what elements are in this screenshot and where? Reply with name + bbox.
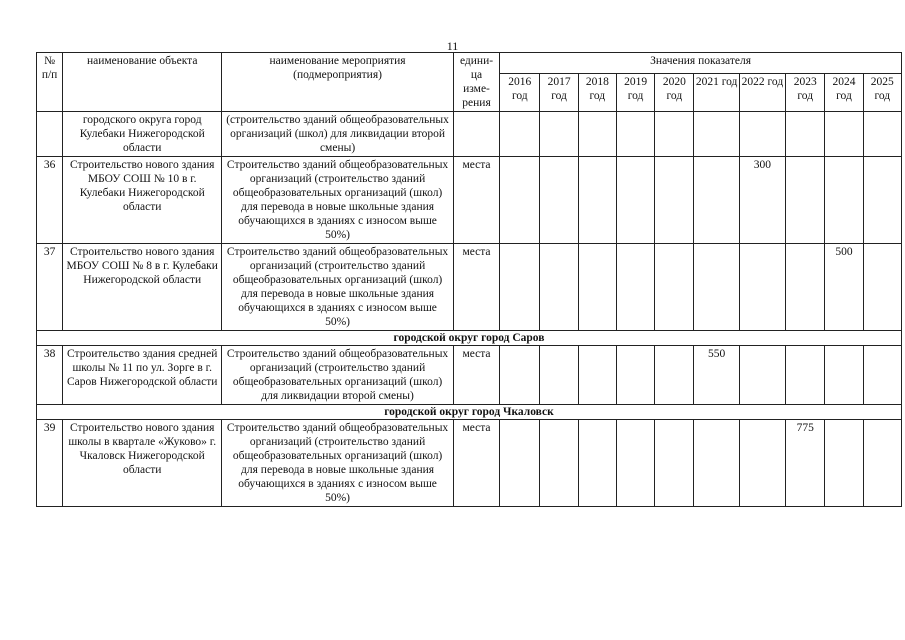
row-value (863, 112, 901, 157)
row-value (616, 244, 654, 331)
row-value (694, 244, 739, 331)
row-value: 500 (825, 244, 863, 331)
row-value (655, 244, 694, 331)
row-value (655, 157, 694, 244)
row-value (578, 346, 616, 405)
row-value (578, 157, 616, 244)
row-num (37, 112, 63, 157)
row-value (578, 244, 616, 331)
row-value (739, 112, 785, 157)
row-value (694, 420, 739, 507)
row-value (500, 420, 540, 507)
row-measure: Строительство зданий общеобразовательных организаций (строительство зданий общеобразовательных организаций (школ) для перевода в новые школьные здания обучающихся в зданиях с износом выше 50%) (222, 244, 454, 331)
row-value (616, 157, 654, 244)
table-row (37, 157, 902, 244)
row-unit: места (453, 157, 499, 244)
row-value (786, 157, 825, 244)
row-measure: Строительство зданий общеобразовательных организаций (строительство зданий общеобразовательных организаций (школ) для перевода в новые школьные здания обучающихся в зданиях с износом выше 50%) (222, 157, 454, 244)
row-value (655, 420, 694, 507)
row-value (694, 112, 739, 157)
section-row (37, 331, 902, 346)
row-value (739, 244, 785, 331)
table-row (37, 112, 902, 157)
header-year: 2024 год (825, 73, 863, 111)
row-measure: Строительство зданий общеобразовательных организаций (строительство зданий общеобразовательных организаций (школ) для перевода в новые школьные здания обучающихся в зданиях с износом выше 50%) (222, 420, 454, 507)
header-year: 2018 год (578, 73, 616, 111)
header-year: 2020 год (655, 73, 694, 111)
table-row (37, 420, 902, 507)
row-value (863, 346, 901, 405)
row-value (739, 420, 785, 507)
row-value (786, 244, 825, 331)
row-value (540, 157, 578, 244)
row-value: 550 (694, 346, 739, 405)
header-year: 2017 год (540, 73, 578, 111)
row-value (863, 420, 901, 507)
row-value (655, 346, 694, 405)
header-object: наименование объекта (63, 53, 222, 112)
row-unit (453, 112, 499, 157)
row-value (500, 244, 540, 331)
row-unit: места (453, 244, 499, 331)
row-object: Строительство нового здания школы в квартале «Жуково» г. Чкаловск Нижегородской области (63, 420, 222, 507)
header-year: 2022 год (739, 73, 785, 111)
header-unit: едини-ца изме-рения (453, 53, 499, 112)
row-value (540, 244, 578, 331)
row-value (578, 420, 616, 507)
header-year: 2021 год (694, 73, 739, 111)
row-value (655, 112, 694, 157)
row-value (616, 112, 654, 157)
section-row (37, 405, 902, 420)
row-value (825, 346, 863, 405)
row-value (540, 346, 578, 405)
row-value (500, 112, 540, 157)
header-year: 2023 год (786, 73, 825, 111)
row-object: Строительство нового здания МБОУ СОШ № 10 в г. Кулебаки Нижегородской области (63, 157, 222, 244)
row-value (786, 112, 825, 157)
row-value (616, 420, 654, 507)
row-value (616, 346, 654, 405)
row-measure: Строительство зданий общеобразовательных организаций (строительство зданий общеобразовательных организаций (школ) для ликвидации второй смены) (222, 346, 454, 405)
row-value (500, 157, 540, 244)
row-value (786, 346, 825, 405)
row-value (540, 112, 578, 157)
row-value: 300 (739, 157, 785, 244)
row-value (825, 420, 863, 507)
header-row (37, 53, 902, 74)
table-body (37, 112, 902, 507)
row-measure: (строительство зданий общеобразовательных организаций (школ) для ликвидации второй смены) (222, 112, 454, 157)
row-value (863, 157, 901, 244)
section-title: городской округ город Чкаловск (37, 405, 902, 420)
header-year: 2019 год (616, 73, 654, 111)
row-num: 38 (37, 346, 63, 405)
row-object: Строительство нового здания МБОУ СОШ № 8 в г. Кулебаки Нижегородской области (63, 244, 222, 331)
row-value (500, 346, 540, 405)
indicators-table (36, 52, 902, 507)
row-value (739, 346, 785, 405)
row-object: Строительство здания средней школы № 11 по ул. Зорге в г. Саров Нижегородской области (63, 346, 222, 405)
row-value (825, 157, 863, 244)
page-number: 11 (446, 39, 459, 53)
section-title: городской округ город Саров (37, 331, 902, 346)
table-row (37, 244, 902, 331)
row-num: 36 (37, 157, 63, 244)
row-value (694, 157, 739, 244)
row-unit: места (453, 420, 499, 507)
header-values: Значения показателя (500, 53, 902, 74)
row-value (540, 420, 578, 507)
header-measure: наименование мероприятия (подмероприятия) (222, 53, 454, 112)
row-value (863, 244, 901, 331)
table-row (37, 346, 902, 405)
row-object: городского округа город Кулебаки Нижегородской области (63, 112, 222, 157)
row-num: 37 (37, 244, 63, 331)
row-value (578, 112, 616, 157)
row-value (825, 112, 863, 157)
header-year: 2025 год (863, 73, 901, 111)
row-num: 39 (37, 420, 63, 507)
row-unit: места (453, 346, 499, 405)
row-value: 775 (786, 420, 825, 507)
header-year: 2016 год (500, 73, 540, 111)
header-num: № п/п (37, 53, 63, 112)
